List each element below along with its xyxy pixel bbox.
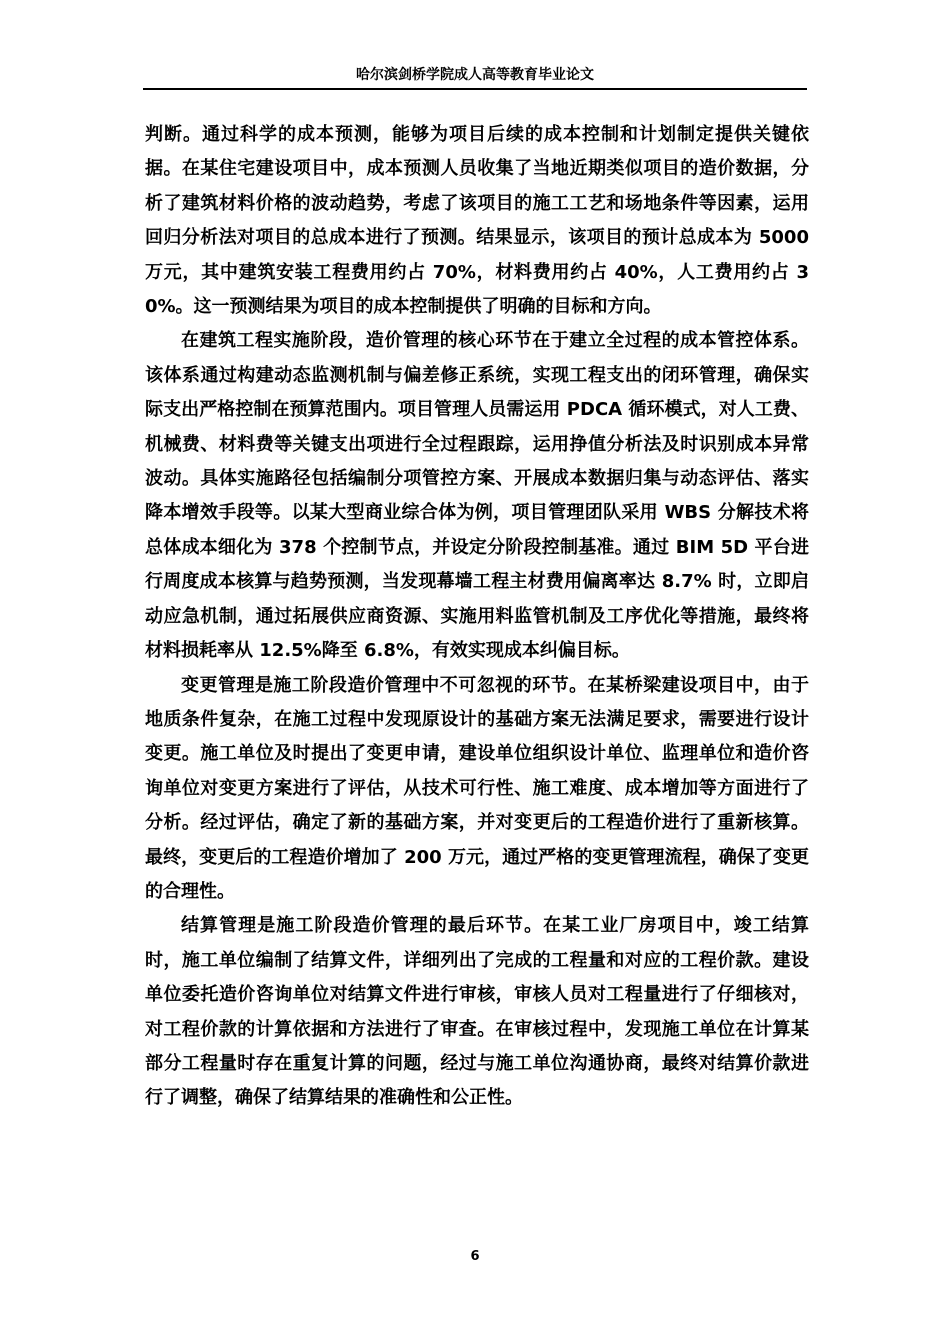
paragraph-2: 在建筑工程实施阶段，造价管理的核心环节在于建立全过程的成本管控体系。该体系通过构建动态监测机制与偏差修正系统，实现工程支出的闭环管理，确保实际支出严格控制在预算范围内。项目管理人员需运用 PDCA 循环模式，对人工费、机械费、材料费等关键支出项进行全过程跟踪，运用挣值分析法及时识别成本异常波动。具体实施路径包括编制分项管控方案、开展成本数据归集与动态评估、落实降本增效手段等。以某大型商业综合体为例，项目管理团队采用 WBS 分解技术将总体成本细化为 378 个控制节点，并设定分阶段控制基准。通过 BIM 5D 平台进行周度成本核算与趋势预测，当发现幕墙工程主材费用偏离率达 8.7% 时，立即启动应急机制，通过拓展供应商资源、实施用料监管机制及工序优化等措施，最终将材料损耗率从 12.5%降至 6.8%，有效实现成本纠偏目标。 bbox=[145, 330, 809, 662]
page-header bbox=[143, 62, 807, 90]
page-number: 6 bbox=[470, 1249, 480, 1264]
paragraph-4: 结算管理是施工阶段造价管理的最后环节。在某工业厂房项目中，竣工结算时，施工单位编制了结算文件，详细列出了完成的工程量和对应的工程价款。建设单位委托造价咨询单位对结算文件进行审核，审核人员对工程量进行了仔细核对，对工程价款的计算依据和方法进行了审查。在审核过程中，发现施工单位在计算某部分工程量时存在重复计算的问题，经过与施工单位沟通协商，最终对结算价款进行了调整，确保了结算结果的准确性和公正性。 bbox=[145, 915, 809, 1109]
paragraph-1: 判断。通过科学的成本预测，能够为项目后续的成本控制和计划制定提供关键依据。在某住宅建设项目中，成本预测人员收集了当地近期类似项目的造价数据，分析了建筑材料价格的波动趋势，考虑了该项目的施工工艺和场地条件等因素，运用回归分析法对项目的总成本进行了预测。结果显示，该项目的预计总成本为 5000 万元，其中建筑安装工程费用约占 70%，材料费用约占 40%，人工费用约占 30%。这一预测结果为项目的成本控制提供了明确的目标和方向。 bbox=[145, 124, 809, 318]
paragraph-3: 变更管理是施工阶段造价管理中不可忽视的环节。在某桥梁建设项目中，由于地质条件复杂，在施工过程中发现原设计的基础方案无法满足要求，需要进行设计变更。施工单位及时提出了变更申请，建设单位组织设计单位、监理单位和造价咨询单位对变更方案进行了评估，从技术可行性、施工难度、成本增加等方面进行了分析。经过评估，确定了新的基础方案，并对变更后的工程造价进行了重新核算。最终，变更后的工程造价增加了 200 万元，通过严格的变更管理流程，确保了变更的合理性。 bbox=[145, 674, 809, 902]
body-text bbox=[145, 118, 809, 1116]
header-title: 哈尔滨剑桥学院成人高等教育毕业论文 bbox=[356, 67, 594, 83]
